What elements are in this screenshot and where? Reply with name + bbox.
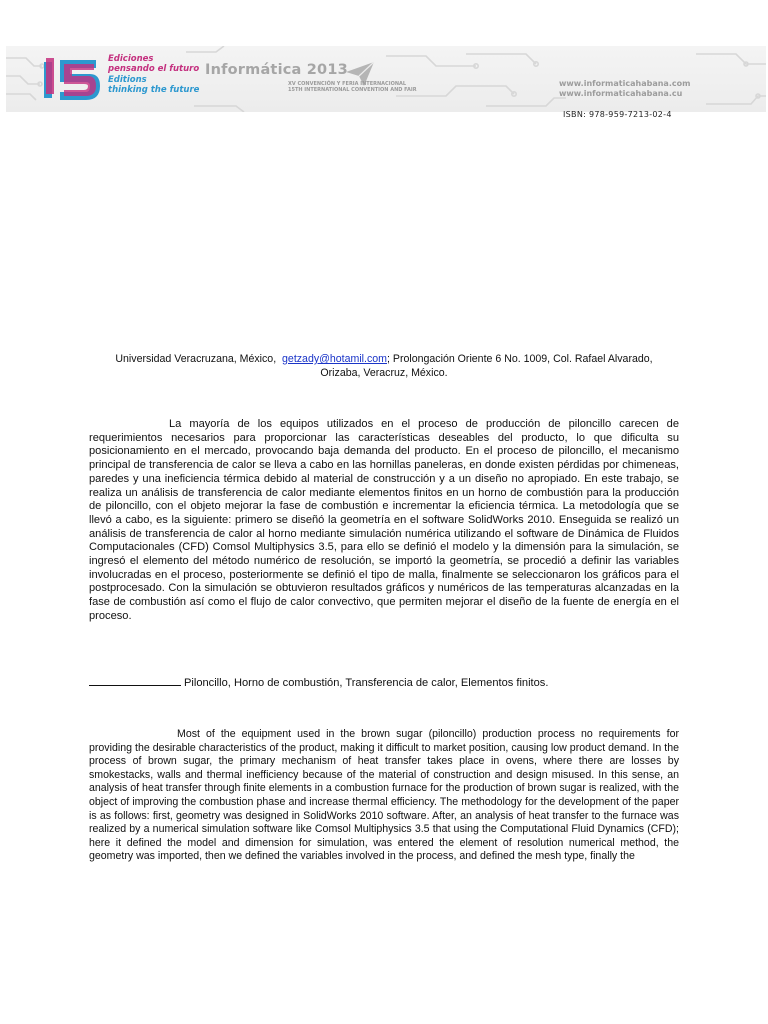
keywords-text: Piloncillo, Horno de combustión, Transferencia de calor, Elementos finitos. xyxy=(184,677,549,689)
author-affiliation xyxy=(92,353,676,380)
conference-banner xyxy=(6,46,766,112)
keywords xyxy=(89,676,548,689)
affiliation-address: ; Prolongación Oriente 6 No. 1009, Col. Rafael Alvarado, xyxy=(387,353,653,365)
keywords-label-rule xyxy=(89,676,181,686)
url-com[interactable]: www.informaticahabana.com xyxy=(559,79,691,88)
abstract-spanish-text: La mayoría de los equipos utilizados en el proceso de producción de piloncillo carecen de requerimientos necesarios para proporcionar las características deseables del producto, lo que dificulta su posicionamiento en el mercado, provocando baja demanda del producto. En el proceso de piloncillo, el mecanismo principal de transferencia de calor se lleva a cabo en las hornillas paneleras, en donde existen pérdidas por chimeneas, paredes y una ineficiencia térmica debido al material de construcción y a un diseño no apropiado. En este trabajo, se realiza un análisis de transferencia de calor mediante elementos finitos en un horno de combustión para la producción de piloncillo, con el objeto mejorar la fase de combustión e incrementar la eficiencia térmica. La metodología que se llevó a cabo, es la siguiente: primero se diseñó la geometría en el software SolidWorks 2010. Enseguida se realizó un análisis de transferencia de calor al horno mediante simulación numérica utilizando el software de Dinámica de Fluidos Computacionales (CFD) Comsol Multiphysics 3.5, para ello se definió el modelo y la dimensión para la simulación, se ingresó el elemento del método numérico de resolución, se importó la geometría, se procedió a definir las variables involucradas en el proceso, posteriormente se definió el tipo de malla, finalmente se seleccionaron los gráficos para el postprocesado. Con la simulación se obtuvieron resultados gráficos y numéricos de las temperaturas alcanzadas en la fase de combustión así como el flujo de calor convectivo, que permiten mejorar el diseño de la fuente de energía en el proceso. xyxy=(89,418,679,622)
slogan-en-line1: Editions xyxy=(108,75,147,86)
slogan-es-line2: pensando el futuro xyxy=(108,63,200,74)
slogan-es-line1: Ediciones xyxy=(108,54,154,64)
event-subtitle-es: XV CONVENCIÓN Y FERIA INTERNACIONAL xyxy=(288,81,407,87)
abstract-english-text: Most of the equipment used in the brown sugar (piloncillo) production process no requirements for providing the desirable characteristics of the product, making it difficult to market position, causing low product demand. In the process of brown sugar, the primary mechanism of heat transfer takes place in ovens, where there are losses by smokestacks, walls and thermal inefficiency because of the material of construction and design misused. In this sense, an analysis of heat transfer through finite elements in a combustion furnace for the production of brown sugar is realized, with the object of improving the combustion phase and increase thermal efficiency. The methodology for the development of the paper is as follows: first, geometry was designed in SolidWorks 2010 software. After, an analysis of heat transfer to the furnace was realized by a numerical simulation software like Comsol Multiphysics 3.5 that using the Computational Fluid Dynamics (CFD); here it defined the model and dimension for simulation, was entered the element of resolution numerical method, the geometry was imported, then we defined the variables involved in the process, and defined the mesh type, finally the xyxy=(89,728,679,863)
abstract-english xyxy=(89,728,679,864)
affiliation-institution: Universidad Veracruzana, México, xyxy=(115,353,277,365)
fifteen-editions-logo xyxy=(44,56,104,102)
isbn-label: ISBN: 978-959-7213-02-4 xyxy=(563,110,672,119)
svg-text:15: 15 xyxy=(62,101,64,102)
event-urls xyxy=(559,79,690,98)
editions-slogan xyxy=(108,55,199,95)
event-subtitle xyxy=(288,81,417,93)
slogan-en-line2: thinking the future xyxy=(108,84,200,95)
url-cu[interactable]: www.informaticahabana.cu xyxy=(559,88,683,98)
event-title: Informática 2013 xyxy=(205,62,348,78)
abstract-spanish xyxy=(89,418,679,624)
author-email-link[interactable]: getzady@hotamil.com xyxy=(282,353,387,365)
event-subtitle-en: 15TH INTERNATIONAL CONVENTION AND FAIR xyxy=(288,87,417,93)
affiliation-city: Orizaba, Veracruz, México. xyxy=(320,366,448,379)
